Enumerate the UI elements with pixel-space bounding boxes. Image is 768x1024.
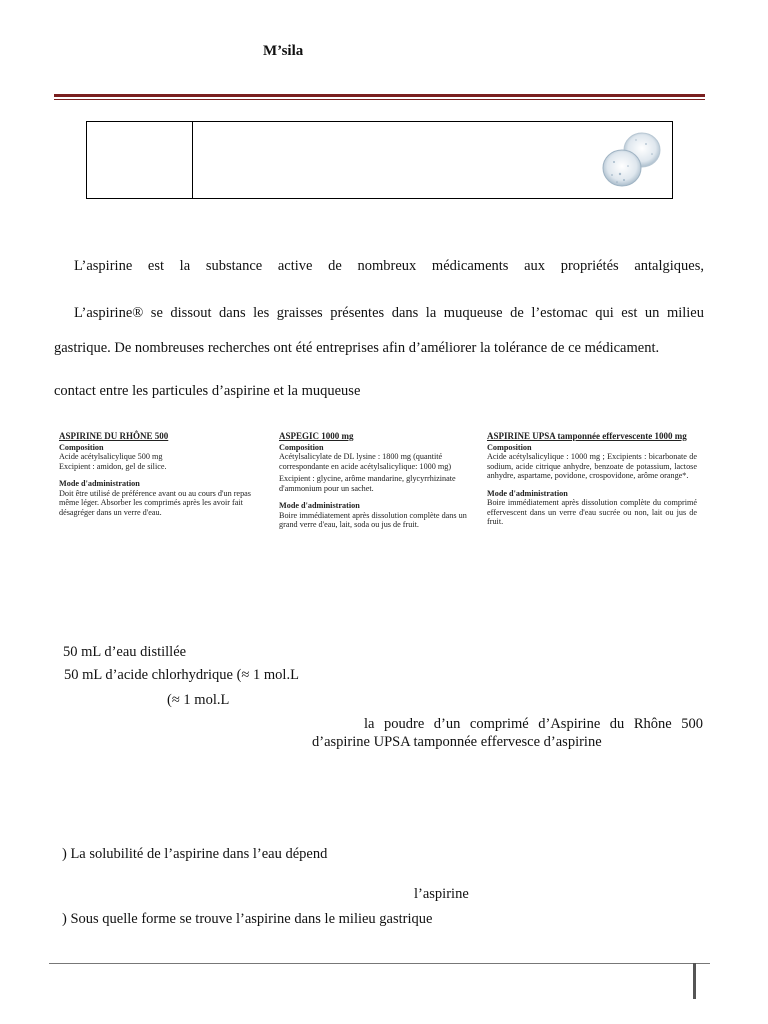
footer-rule bbox=[49, 963, 710, 964]
header-table bbox=[86, 121, 673, 199]
leaflet-aspirine-upsa bbox=[487, 432, 697, 527]
leaflet-admin-text: Boire immédiatement après dissolution complète du comprimé effervescent dans un verre d'eau sucrée ou non, lait ou jus de fruit. bbox=[487, 498, 697, 526]
leaflet-aspirine-rhone bbox=[59, 432, 269, 517]
material-water: 50 mL d’eau distillée bbox=[63, 644, 187, 660]
question-solubility: ) La solubilité de l’aspirine dans l’eau dépend bbox=[62, 846, 328, 862]
leaflet-composition-label: Composition bbox=[487, 442, 532, 452]
leaflet-title: ASPIRINE UPSA tamponnée effervescente 1000 mg bbox=[487, 431, 687, 441]
answer-fragment: l’aspirine bbox=[414, 886, 469, 902]
leaflet-admin-label: Mode d'administration bbox=[487, 488, 568, 498]
leaflet-composition-text: Acétylsalicylate de DL lysine : 1800 mg (quantité correspondante en acide acétylsalicylique: 1000 mg) bbox=[279, 452, 452, 471]
procedure-upsa: d’aspirine UPSA tamponnée effervesce d’aspirine bbox=[312, 734, 602, 750]
leaflet-composition-text: Excipient : glycine, arôme mandarine, glycyrrhizinate d'ammonium pour un sachet. bbox=[279, 474, 456, 493]
leaflet-admin-label: Mode d'administration bbox=[59, 479, 140, 488]
paragraph-contact: contact entre les particules d’aspirine et la muqueuse bbox=[54, 383, 361, 399]
leaflet-composition-label: Composition bbox=[59, 442, 104, 452]
question-gastric-form: ) Sous quelle forme se trouve l’aspirine dans le milieu gastrique bbox=[62, 911, 433, 927]
header-city: M’sila bbox=[263, 43, 304, 59]
leaflet-composition-text: Acide acétylsalicylique : 1000 mg ; Excipients : bicarbonate de sodium, acide citrique anhydre, benzoate de potassium, lactose anhydre, aspartame, povidone, crospovidone, arôme orange*. bbox=[487, 452, 697, 480]
material-acid: 50 mL d’acide chlorhydrique (≈ 1 mol.L bbox=[64, 667, 299, 683]
leaflet-title: ASPEGIC 1000 mg bbox=[279, 431, 354, 441]
concentration-note: (≈ 1 mol.L bbox=[167, 692, 230, 708]
leaflet-composition-label: Composition bbox=[279, 442, 324, 452]
leaflet-admin-text: Boire immédiatement après dissolution complète dans un grand verre d'eau, lait, soda ou jus de fruit. bbox=[279, 510, 467, 529]
leaflet-admin-text: Doit être utilisé de préférence avant ou au cours d'un repas même léger. Absorber les comprimés après les avoir fait désagréger dans un verre d'eau. bbox=[59, 488, 251, 517]
paragraph-intro: L’aspirine est la substance active de nombreux médicaments aux propriétés antalgiques, bbox=[74, 258, 704, 274]
leaflet-aspegic bbox=[279, 432, 479, 530]
procedure-powder: la poudre d’un comprimé d’Aspirine du Rhône 500 bbox=[364, 716, 703, 732]
leaflet-title: ASPIRINE DU RHÔNE 500 bbox=[59, 431, 169, 441]
header-rule-thin bbox=[54, 99, 705, 100]
leaflet-composition-text: Acide acétylsalicylique 500 mg bbox=[59, 452, 163, 461]
effervescent-tablet-icon bbox=[600, 128, 664, 193]
paragraph-dissolution: L’aspirine® se dissout dans les graisses présentes dans la muqueuse de l’estomac qui est un milieu gastrique. De nombreuses recherches ont été entreprises afin d’améliorer la tolérance de ce médicament. bbox=[54, 305, 704, 356]
header-table-divider bbox=[192, 122, 193, 198]
footer-page-marker bbox=[693, 963, 696, 999]
leaflet-admin-label: Mode d'administration bbox=[279, 501, 360, 510]
leaflet-composition-text: Excipient : amidon, gel de silice. bbox=[59, 461, 167, 471]
header-rule-thick bbox=[54, 94, 705, 97]
